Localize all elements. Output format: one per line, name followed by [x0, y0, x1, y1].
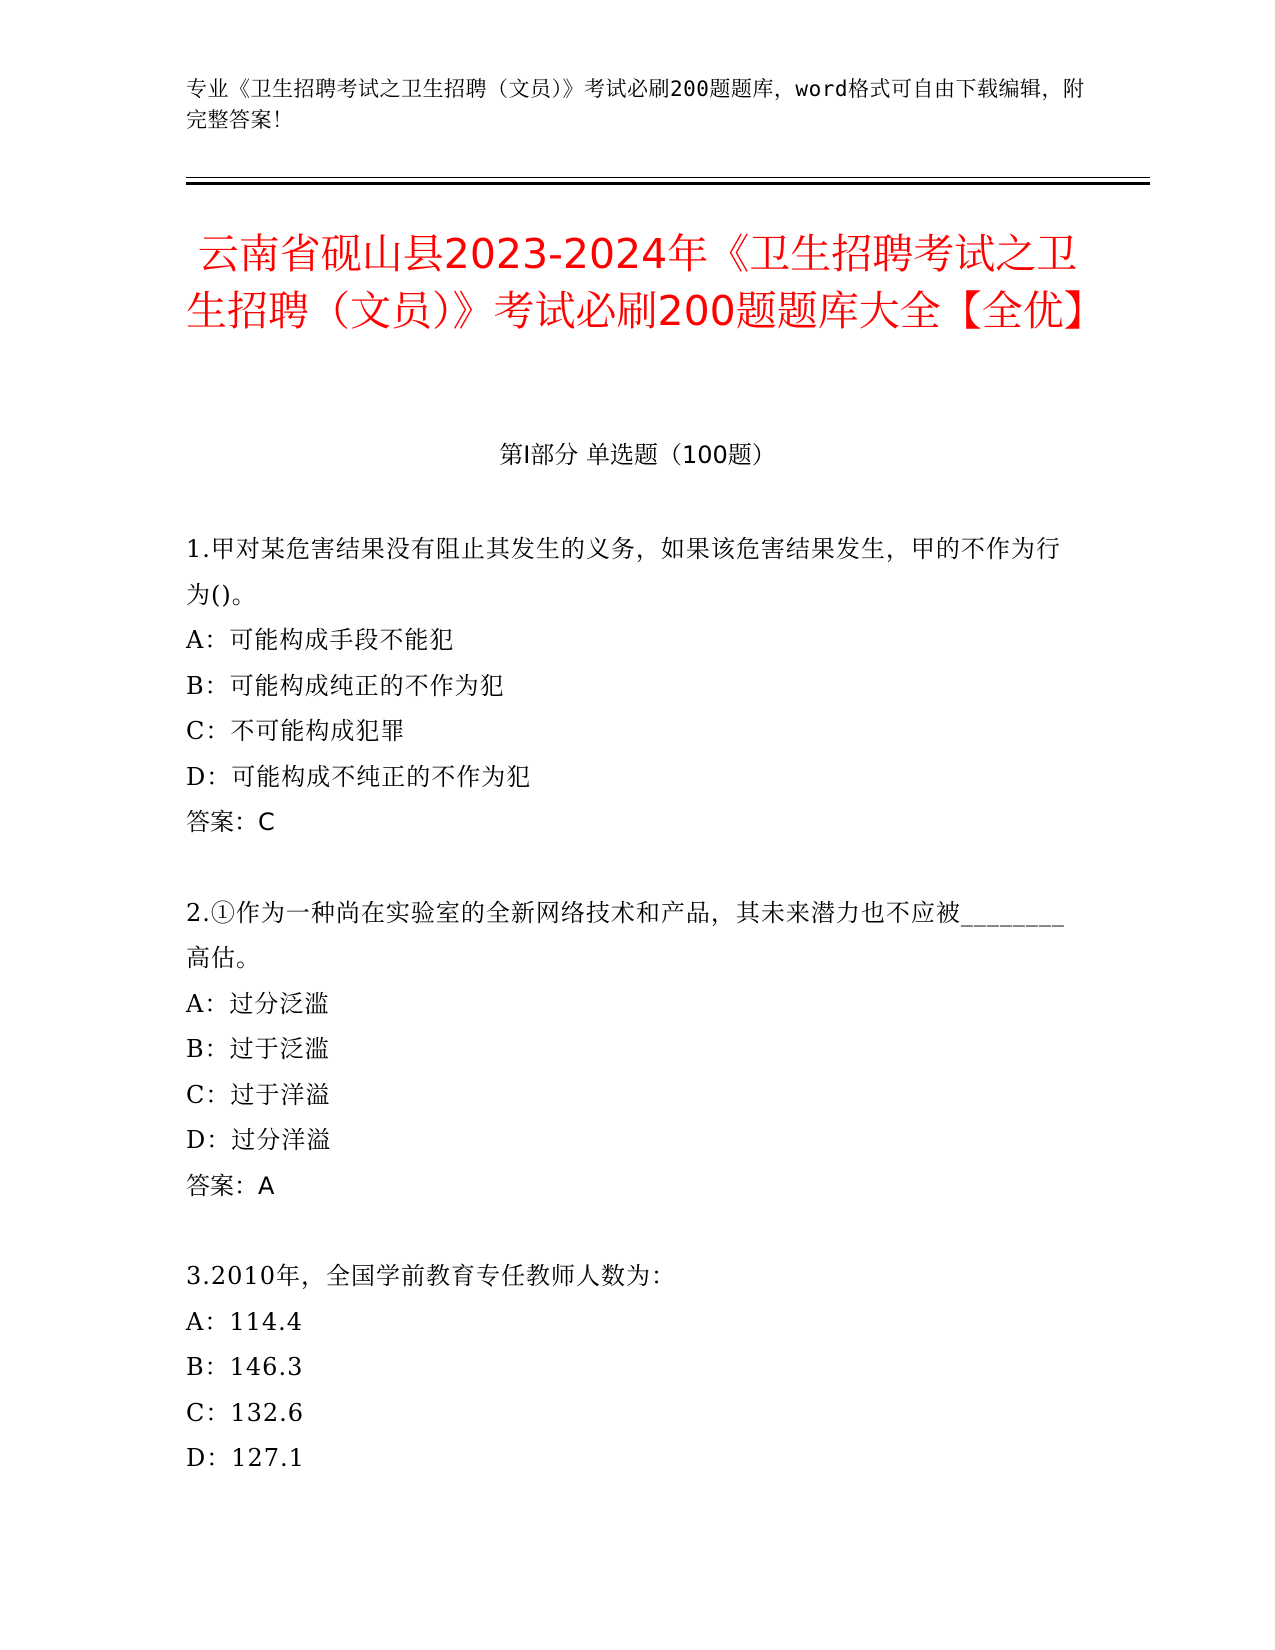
- option-b: B：过于泛滥: [186, 1035, 330, 1063]
- option-a: A：可能构成手段不能犯: [186, 626, 455, 654]
- answer: 答案：C: [186, 808, 275, 836]
- section-title: 第Ⅰ部分 单选题（100题）: [499, 441, 776, 469]
- question-item: [186, 1254, 1066, 1482]
- question-stem: 2.①作为一种尚在实验室的全新网络技术和产品，其未来潜力也不应被________高估。: [186, 898, 1065, 972]
- option-c: C：不可能构成犯罪: [186, 717, 406, 745]
- option-d: D：127.1: [186, 1444, 305, 1472]
- header-divider-thin: [186, 177, 1150, 178]
- question-list: [186, 527, 1066, 1482]
- option-b: B：可能构成纯正的不作为犯: [186, 671, 505, 700]
- option-a: A：过分泛滥: [186, 989, 330, 1018]
- option-c: C：过于洋溢: [186, 1080, 331, 1109]
- question-stem: 3.2010年，全国学前教育专任教师人数为：: [186, 1262, 676, 1290]
- option-c: C：132.6: [186, 1398, 305, 1427]
- header-divider-thick: [186, 182, 1150, 185]
- option-b: B：146.3: [186, 1353, 304, 1381]
- option-d: D：过分洋溢: [186, 1126, 332, 1154]
- question-stem: 1.甲对某危害结果没有阻止其发生的义务，如果该危害结果发生，甲的不作为行为()。: [186, 535, 1061, 609]
- option-d: D：可能构成不纯正的不作为犯: [186, 762, 532, 791]
- header-note: 专业《卫生招聘考试之卫生招聘（文员）》考试必刷200题题库，word格式可自由下载编辑，附完整答案！: [186, 77, 1085, 132]
- answer: 答案：A: [186, 1171, 275, 1200]
- question-item: [186, 527, 1066, 846]
- option-a: A：114.4: [186, 1307, 304, 1336]
- document-title: 云南省砚山县2023-2024年《卫生招聘考试之卫生招聘（文员）》考试必刷200题题库大全【全优】: [186, 230, 1105, 335]
- question-item: [186, 891, 1066, 1210]
